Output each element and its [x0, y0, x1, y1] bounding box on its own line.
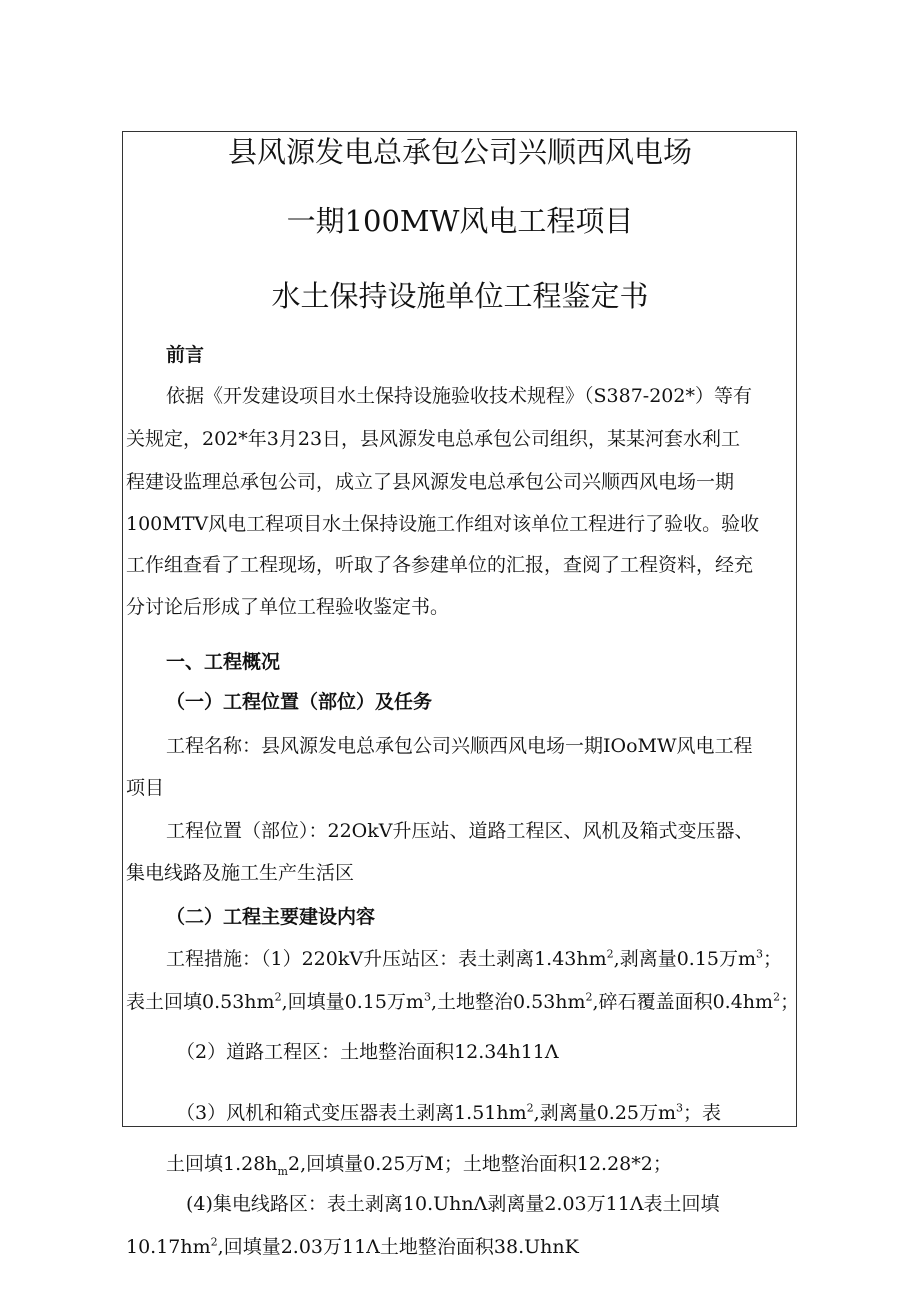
measures-line: $10.17hm^2$,回填量2.03万11Λ土地整治面积38.UhnK	[126, 1235, 579, 1258]
project-location-line: 集电线路及施工生产生活区	[126, 862, 355, 884]
title-line-2: 一期100MW风电工程项目	[286, 204, 634, 238]
subsection-heading-content: （二）工程主要建设内容	[166, 906, 376, 928]
measures-line: 表土回填$0.53hm^2$,回填量0.15万$m^3$,土地整治$0.53hm^2$,碎石覆盖面积$0.4hm^2$；	[126, 990, 800, 1013]
preface-heading: 前言	[166, 344, 205, 366]
preface-line: 关规定，202*年3月23日，县风源发电总承包公司组织，某某河套水利工	[126, 428, 741, 450]
preface-line: 程建设监理总承包公司，成立了县风源发电总承包公司兴顺西风电场一期	[126, 471, 735, 493]
measures-line: (4)集电线路区：表土剥离10.UhnΛ剥离量2.03万11Λ表土回填	[186, 1193, 720, 1215]
measures-line: （3）风机和箱式变压器表土剥离$1.51hm^2$,剥离量0.25万$m^3$；表	[176, 1101, 722, 1124]
measures-line: 土回填$1.28h_m2$,回填量0.25万M；土地整治面积12.28*2；	[166, 1153, 672, 1178]
project-location-line: 工程位置（部位）：22OkV升压站、道路工程区、风机及箱式变压器、	[166, 820, 754, 842]
preface-line: 100MTV风电工程项目水土保持设施工作组对该单位工程进行了验收。验收	[126, 513, 760, 535]
preface-line: 分讨论后形成了单位工程验收鉴定书。	[126, 596, 450, 618]
measures-line: （2）道路工程区：土地整治面积12.34h11Λ	[176, 1041, 559, 1063]
project-name-line: 工程名称：县风源发电总承包公司兴顺西风电场一期IOoMW风电工程	[166, 735, 753, 757]
subsection-heading-location: （一）工程位置（部位）及任务	[166, 691, 433, 713]
preface-line: 依据《开发建设项目水土保持设施验收技术规程》（S387-202*）等有	[166, 385, 752, 407]
measures-line: 工程措施：（1）220kV升压站区：表土剥离$1.43hm^2$,剥离量0.15万$m^3$；	[166, 947, 783, 970]
project-name-line: 项目	[126, 777, 165, 799]
title-line-1: 县风源发电总承包公司兴顺西风电场	[227, 135, 692, 169]
title-line-3: 水土保持设施单位工程鉴定书	[271, 279, 649, 313]
section-heading-overview: 一、工程概况	[166, 651, 281, 673]
preface-line: 工作组查看了工程现场，听取了各参建单位的汇报，查阅了工程资料，经充	[126, 554, 754, 576]
